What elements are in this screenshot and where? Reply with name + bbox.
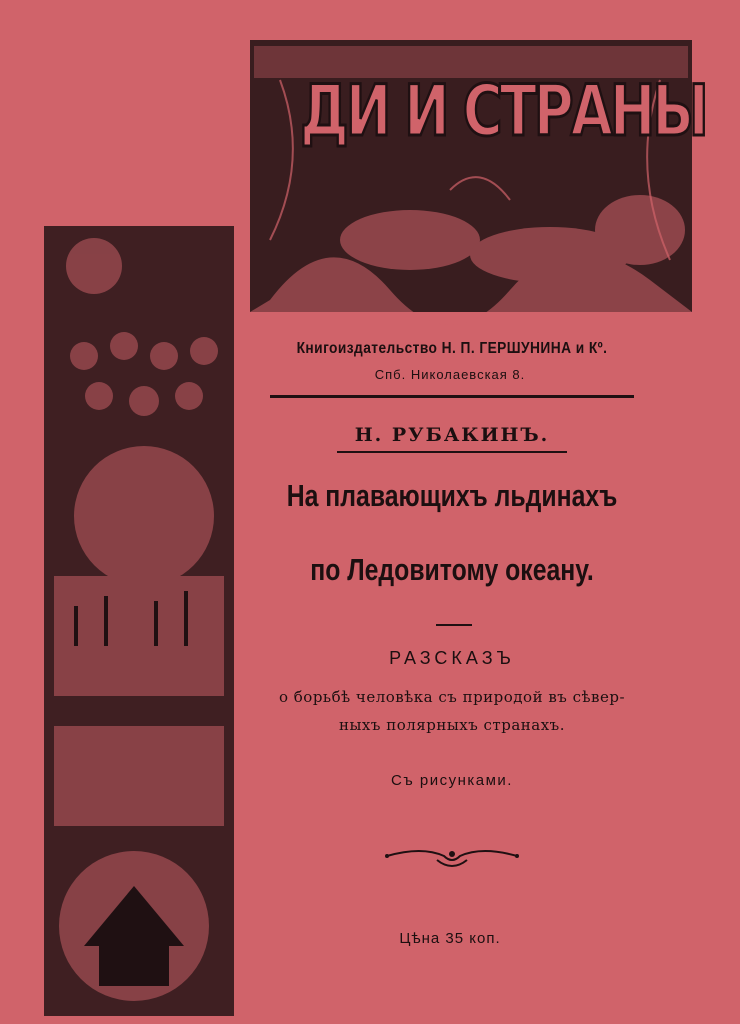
publisher-name: Книгоиздательство Н. П. ГЕРШУНИНА и Кº. <box>296 340 608 357</box>
book-title-line2: по Ледовитому океану. <box>310 552 594 587</box>
sidebar-illustration <box>44 226 234 1016</box>
book-title-line1: На плавающихъ льдинахъ <box>286 478 618 513</box>
title-divider <box>436 624 472 626</box>
description-line1: о борьбѣ человѣка съ природой въ сѣвер- <box>278 688 626 706</box>
ornament-flourish <box>382 838 522 878</box>
description-line2: ныхъ полярныхъ странахъ. <box>339 716 565 734</box>
author-name: Н. РУБАКИНЪ. <box>354 424 550 446</box>
publisher-address: Спб. Николаевская 8. <box>374 367 526 382</box>
genre-label: РАЗСКАЗЪ <box>389 648 515 668</box>
author-underline <box>337 451 567 453</box>
banner-title: ДИ И СТРАНЫ <box>300 70 706 152</box>
price-label: Цѣна 35 коп. <box>399 930 501 947</box>
top-divider <box>270 395 634 398</box>
illustrations-note: Съ рисунками. <box>391 772 513 789</box>
